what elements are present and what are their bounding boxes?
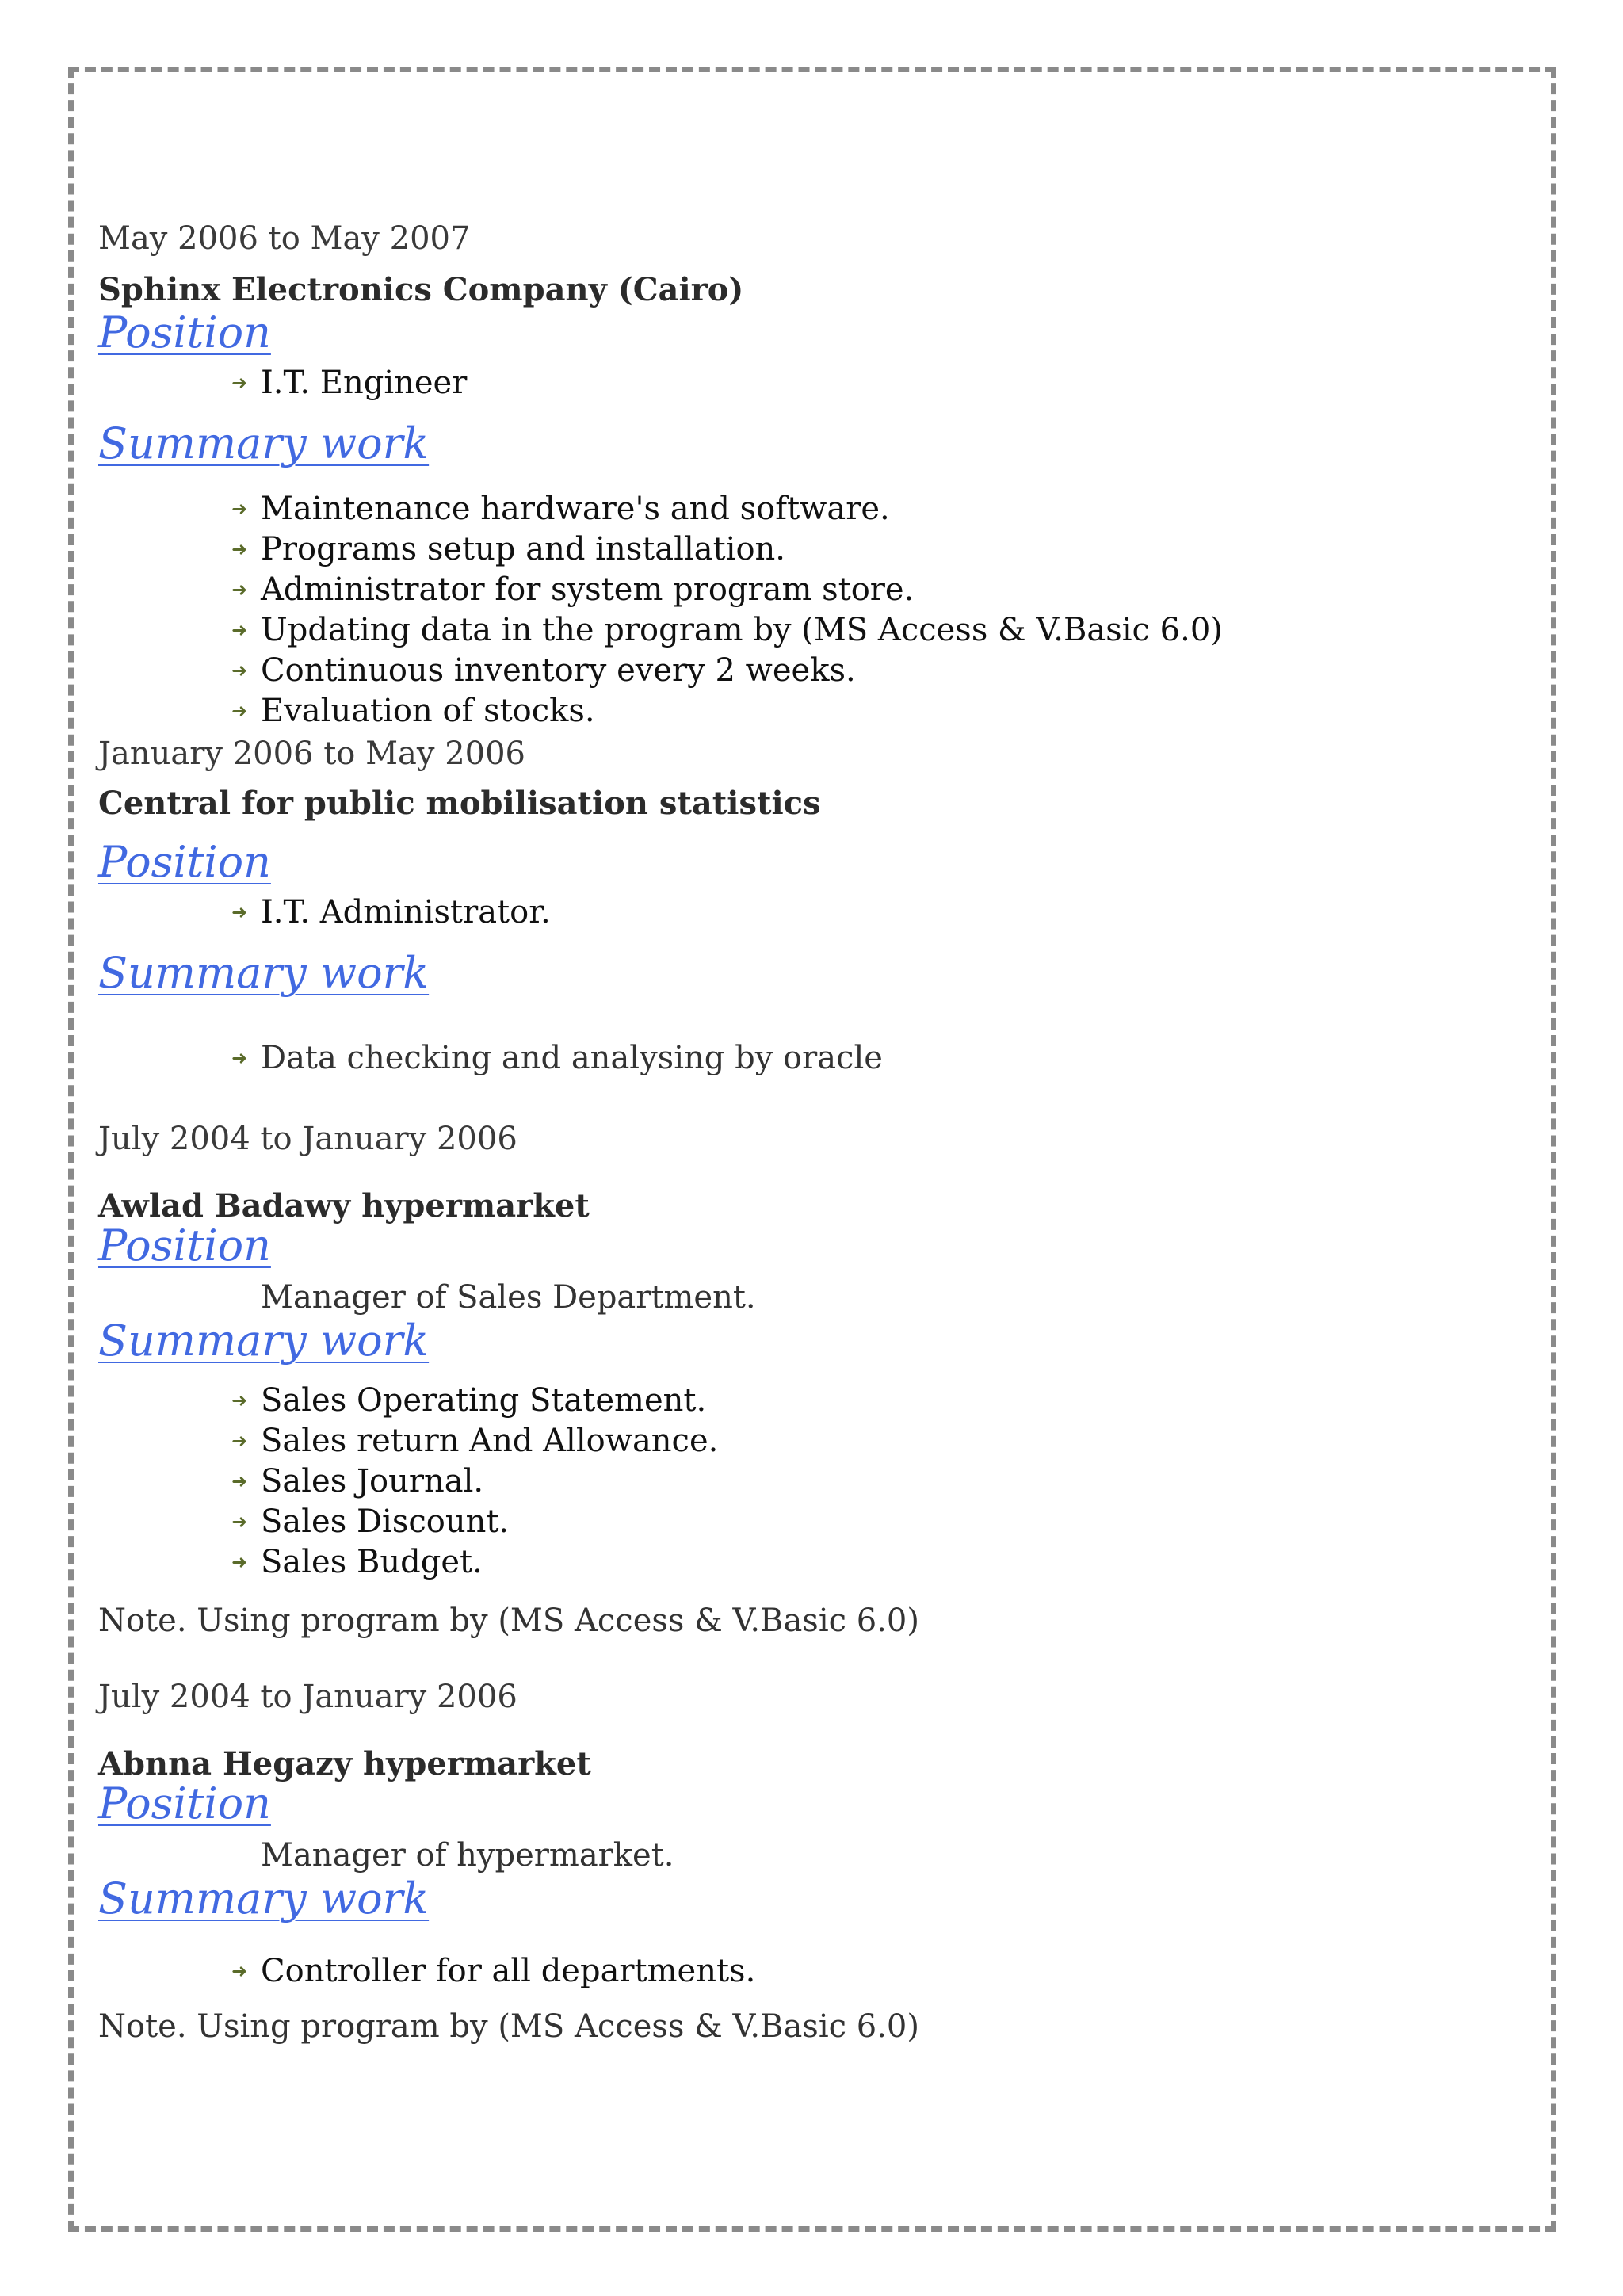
summary-list-wrap bbox=[98, 489, 1223, 732]
entry-company-wrap bbox=[98, 271, 743, 308]
arrow-bullet-icon: ➜ bbox=[231, 1960, 248, 1982]
summary-list-wrap bbox=[98, 1038, 883, 1079]
entry-date: May 2006 to May 2007 bbox=[98, 220, 471, 257]
arrow-bullet-icon: ➜ bbox=[231, 1047, 248, 1069]
summary-list-wrap bbox=[98, 1381, 718, 1583]
position-heading-wrap bbox=[98, 308, 271, 357]
list-item-text: Maintenance hardware's and software. bbox=[261, 491, 890, 527]
list-item bbox=[98, 651, 1223, 691]
entry-note: Note. Using program by (MS Access & V.Basic 6.0) bbox=[98, 1603, 919, 1639]
list-item bbox=[98, 570, 1223, 610]
list-item bbox=[98, 1038, 883, 1079]
list-item bbox=[98, 610, 1223, 651]
list-item-text: Sales return And Allowance. bbox=[261, 1423, 719, 1459]
position-heading-wrap bbox=[98, 1778, 271, 1828]
list-item bbox=[98, 1502, 718, 1542]
list-item-text: Controller for all departments. bbox=[261, 1953, 756, 1989]
entry-awlad-badawy bbox=[98, 1121, 517, 1157]
list-item bbox=[98, 529, 1223, 570]
list-item-text: Programs setup and installation. bbox=[261, 531, 786, 567]
entry-company: Abnna Hegazy hypermarket bbox=[98, 1745, 591, 1782]
entry-company-wrap bbox=[98, 1187, 590, 1224]
entry-company-wrap bbox=[98, 1745, 591, 1782]
position-value: Manager of Sales Department. bbox=[261, 1279, 756, 1316]
list-item-text: Evaluation of stocks. bbox=[261, 693, 595, 729]
entry-central bbox=[98, 735, 525, 772]
summary-heading-wrap bbox=[98, 948, 429, 998]
list-item bbox=[98, 1461, 718, 1502]
summary-list bbox=[98, 1038, 883, 1079]
entry-date: January 2006 to May 2006 bbox=[98, 735, 525, 772]
position-value-wrap bbox=[98, 1279, 756, 1316]
list-item-text: Sales Budget. bbox=[261, 1544, 483, 1580]
arrow-bullet-icon: ➜ bbox=[231, 1470, 248, 1492]
summary-heading-wrap bbox=[98, 418, 429, 468]
list-item-text: Sales Journal. bbox=[261, 1463, 484, 1499]
list-item bbox=[98, 691, 1223, 732]
entry-abnna-hegazy bbox=[98, 1679, 517, 1715]
position-list-wrap bbox=[98, 363, 467, 403]
list-item-text: Data checking and analysing by oracle bbox=[261, 1040, 883, 1076]
arrow-bullet-icon: ➜ bbox=[231, 372, 248, 394]
list-item-text: Sales Operating Statement. bbox=[261, 1382, 707, 1419]
arrow-bullet-icon: ➜ bbox=[231, 1511, 248, 1533]
list-item bbox=[98, 489, 1223, 529]
arrow-bullet-icon: ➜ bbox=[231, 619, 248, 641]
arrow-bullet-icon: ➜ bbox=[231, 538, 248, 560]
arrow-bullet-icon: ➜ bbox=[231, 498, 248, 520]
summary-heading-wrap bbox=[98, 1316, 429, 1366]
position-heading[interactable]: Position bbox=[98, 308, 271, 357]
summary-heading[interactable]: Summary work bbox=[98, 948, 430, 998]
arrow-bullet-icon: ➜ bbox=[231, 1389, 248, 1412]
list-item bbox=[98, 1951, 755, 1992]
list-item bbox=[98, 1381, 718, 1421]
arrow-bullet-icon: ➜ bbox=[231, 901, 248, 923]
summary-list bbox=[98, 1951, 755, 1992]
position-value-wrap bbox=[98, 1837, 674, 1874]
summary-heading-wrap bbox=[98, 1874, 429, 1924]
summary-heading[interactable]: Summary work bbox=[98, 1874, 430, 1924]
list-item bbox=[98, 1542, 718, 1583]
entry-company: Awlad Badawy hypermarket bbox=[98, 1187, 590, 1224]
position-heading-wrap bbox=[98, 1221, 271, 1270]
list-item-text: Administrator for system program store. bbox=[261, 571, 915, 608]
note-wrap bbox=[98, 1603, 919, 1639]
arrow-bullet-icon: ➜ bbox=[231, 579, 248, 601]
position-heading-wrap bbox=[98, 837, 271, 887]
entry-note: Note. Using program by (MS Access & V.Basic 6.0) bbox=[98, 2008, 919, 2045]
entry-company-wrap bbox=[98, 785, 821, 822]
arrow-bullet-icon: ➜ bbox=[231, 1551, 248, 1573]
position-list bbox=[98, 363, 467, 403]
list-item-text: Sales Discount. bbox=[261, 1503, 510, 1540]
position-list-wrap bbox=[98, 892, 551, 933]
position-value: Manager of hypermarket. bbox=[261, 1837, 674, 1874]
entry-company: Sphinx Electronics Company (Cairo) bbox=[98, 271, 744, 308]
note-wrap bbox=[98, 2008, 919, 2045]
summary-heading[interactable]: Summary work bbox=[98, 418, 430, 468]
entry-sphinx bbox=[98, 220, 470, 257]
summary-heading[interactable]: Summary work bbox=[98, 1316, 430, 1366]
summary-list bbox=[98, 489, 1223, 732]
arrow-bullet-icon: ➜ bbox=[231, 1430, 248, 1452]
entry-date: July 2004 to January 2006 bbox=[98, 1121, 517, 1157]
entry-date: July 2004 to January 2006 bbox=[98, 1679, 517, 1715]
arrow-bullet-icon: ➜ bbox=[231, 700, 248, 722]
summary-list bbox=[98, 1381, 718, 1583]
position-value: I.T. Administrator. bbox=[261, 894, 551, 930]
position-heading[interactable]: Position bbox=[98, 837, 271, 887]
summary-list-wrap bbox=[98, 1951, 755, 1992]
position-heading[interactable]: Position bbox=[98, 1778, 271, 1828]
entry-company: Central for public mobilisation statistics bbox=[98, 785, 821, 822]
position-heading[interactable]: Position bbox=[98, 1221, 271, 1270]
position-list bbox=[98, 892, 551, 933]
arrow-bullet-icon: ➜ bbox=[231, 659, 248, 682]
list-item bbox=[98, 363, 467, 403]
list-item-text: Continuous inventory every 2 weeks. bbox=[261, 652, 856, 689]
list-item-text: Updating data in the program by (MS Access & V.Basic 6.0) bbox=[261, 612, 1223, 648]
position-value: I.T. Engineer bbox=[261, 365, 468, 401]
list-item bbox=[98, 1421, 718, 1461]
list-item bbox=[98, 892, 551, 933]
